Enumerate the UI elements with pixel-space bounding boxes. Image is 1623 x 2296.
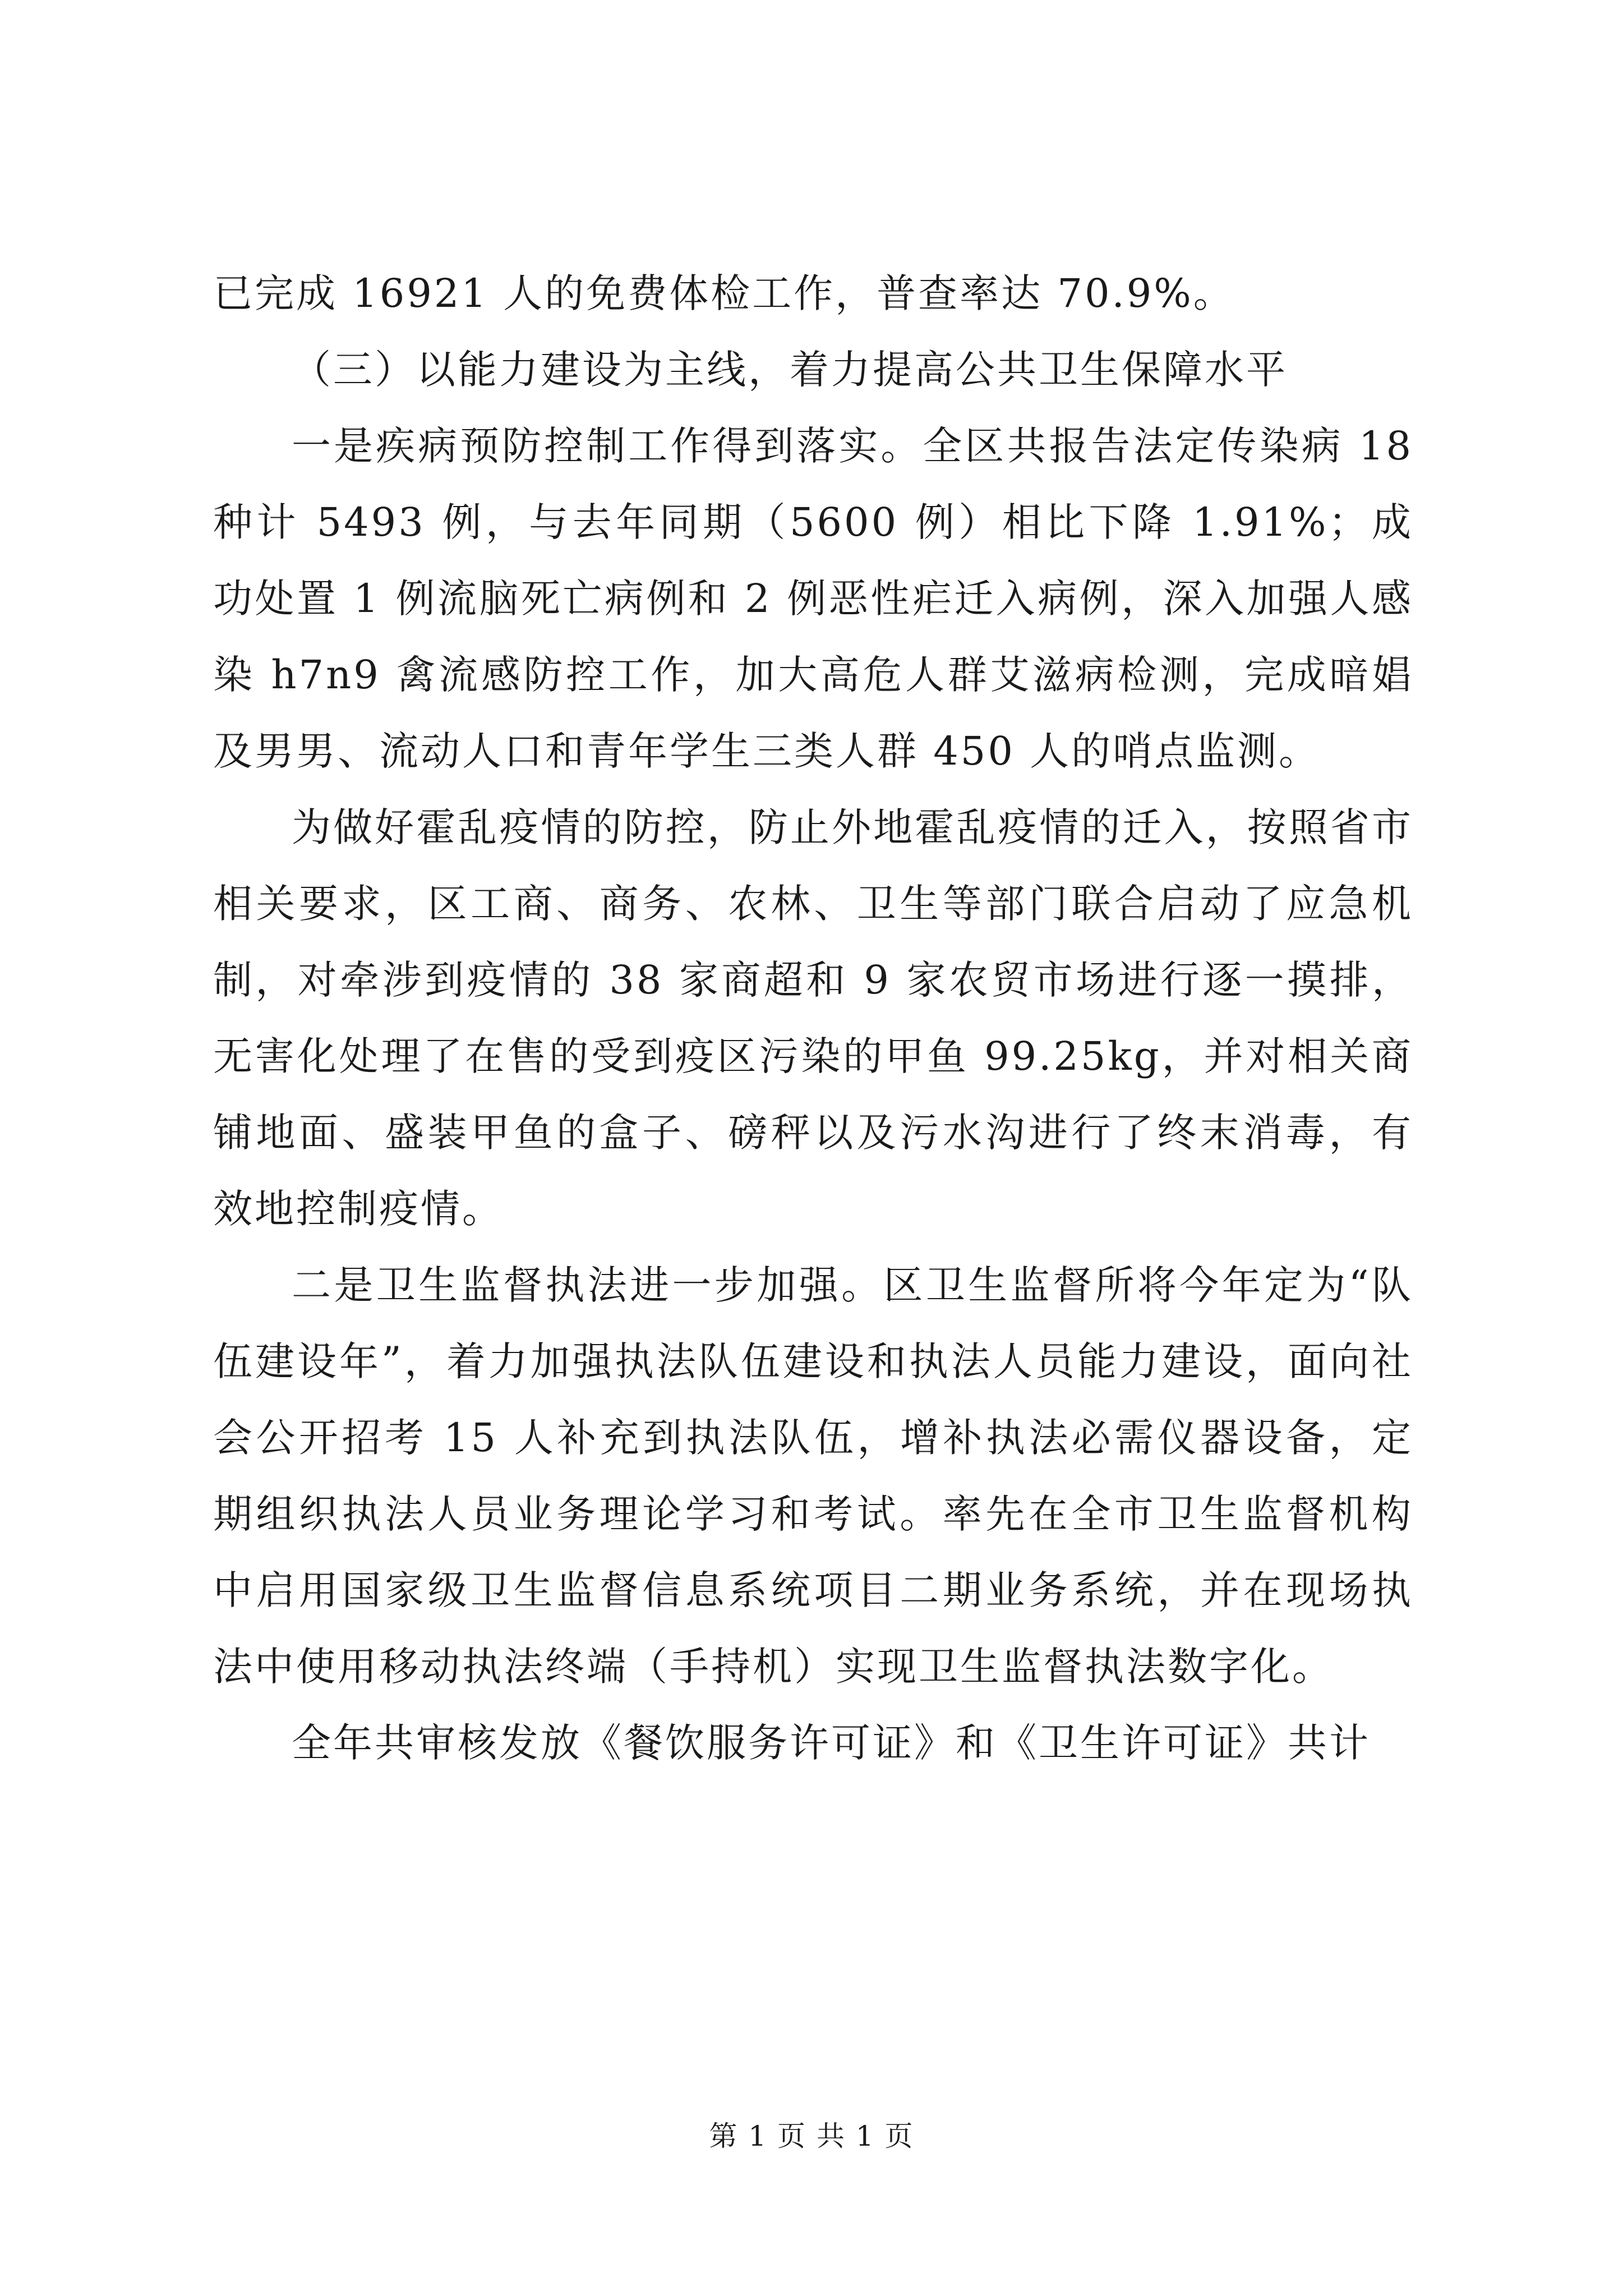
- paragraph-health-supervision: 二是卫生监督执法进一步加强。区卫生监督所将今年定为“队伍建设年”，着力加强执法队伍建设和执法人员能力建设，面向社会公开招考 15 人补充到执法队伍，增补执法必需仪器设备，定期组织执法人员业务理论学习和考试。率先在全市卫生监督机构中启用国家级卫生监督信息系统项目二期业务系统，并在现场执法中使用移动执法终端（手持机）实现卫生监督执法数字化。: [213, 1262, 1413, 1690]
- paragraph-cholera-control: 为做好霍乱疫情的防控，防止外地霍乱疫情的迁入，按照省市相关要求，区工商、商务、农林、卫生等部门联合启动了应急机制，对牵涉到疫情的 38 家商超和 9 家农贸市场进行逐一摸排，无害化处理了在售的受到疫区污染的甲鱼 99.25kg，并对相关商铺地面、盛装甲鱼的盒子、磅秤以及污水沟进行了终末消毒，有效地控制疫情。: [213, 804, 1413, 1232]
- paragraph-licenses: 全年共审核发放《餐饮服务许可证》和《卫生许可证》共计: [292, 1720, 1371, 1766]
- document-body: [213, 255, 1413, 1781]
- page-number-footer: 第 1 页 共 1 页: [709, 2120, 914, 2152]
- section-heading-3: （三）以能力建设为主线，着力提高公共卫生保障水平: [292, 347, 1288, 393]
- paragraph-1: 已完成 16921 人的免费体检工作，普查率达 70.9%。: [213, 270, 1235, 316]
- paragraph-disease-control: 一是疾病预防控制工作得到落实。全区共报告法定传染病 18 种计 5493 例，与去年同期（5600 例）相比下降 1.91%；成功处置 1 例流脑死亡病例和 2 例恶性疟迁入病例，深入加强人感染 h7n9 禽流感防控工作，加大高危人群艾滋病检测，完成暗娼及男男、流动人口和青年学生三类人群 450 人的哨点监测。: [213, 423, 1413, 774]
